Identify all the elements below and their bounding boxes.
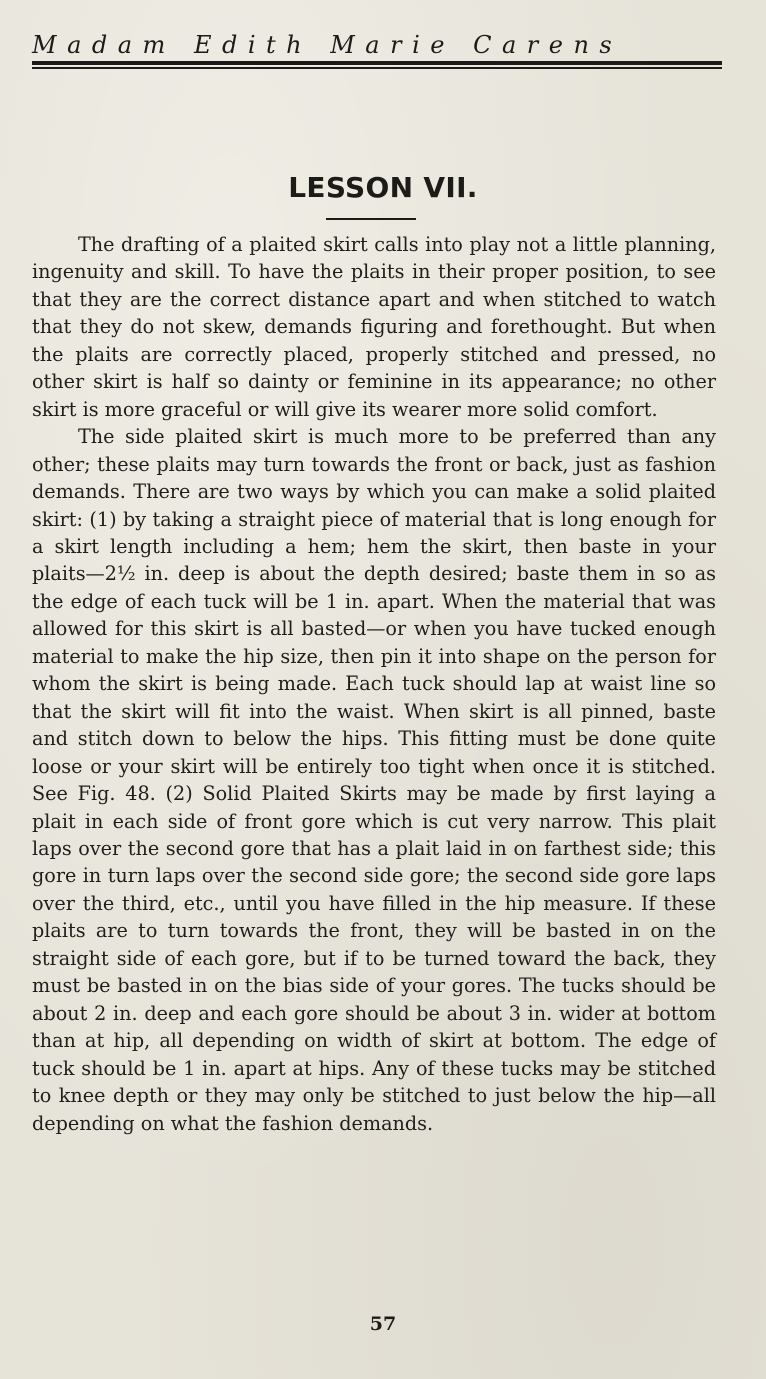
page-number: 57 — [369, 1313, 397, 1335]
running-head: Madam Edith Marie Carens — [32, 31, 623, 59]
lesson-title: LESSON VII. — [288, 171, 478, 204]
paragraph-2: The side plaited skirt is much more to be preferred than any other; these plaits may turn towards the front or back, just as fashion demands. There are two ways by which you can make a solid plaited skirt: (1) by taking a straight piece of material that is long enough for a skirt length including a hem; hem the skirt, then baste in your plaits—2½ in. deep is about the depth desired; baste them in so as the edge of each tuck will be 1 in. apart. When the material that was allowed for this skirt is all basted—or when you have tucked enough material to make the hip size, then pin it into shape on the person for whom the skirt is being made. Each tuck should lap at waist line so that the skirt will fit into the waist. When skirt is all pinned, baste and stitch down to below the hips. This fitting must be done quite loose or your skirt will be entirely too tight when once it is stitched. See Fig. 48. (2) Solid Plaited Skirts may be made by first laying a plait in each side of front gore which is cut very narrow. This plait laps over the second gore that has a plait laid in on farthest side; this gore in turn laps over the second side gore; the second side gore laps over the third, etc., until you have filled in the hip measure. If these plaits are to turn towards the front, they will be basted in on the straight side of each gore, but if to be turned toward the back, they must be basted in on the bias side of your gores. The tucks should be about 2 in. deep and each gore should be about 3 in. wider at bottom than at hip, all depending on width of skirt at bottom. The edge of tuck should be 1 in. apart at hips. Any of these tucks may be stitched to knee depth or they may only be stitched to just below the hip—all depending on what the fashion demands. — [32, 425, 716, 1135]
title-rule — [326, 218, 416, 220]
body-text — [32, 231, 716, 1137]
paragraph-1: The drafting of a plaited skirt calls into play not a little planning, ingenuity and skill. To have the plaits in their proper position, to see that they are the correct distance apart and when stitched to watch that they do not skew, demands figuring and forethought. But when the plaits are correctly placed, properly stitched and pressed, no other skirt is half so dainty or feminine in its appearance; no other skirt is more graceful or will give its wearer more solid comfort. — [32, 233, 716, 421]
header-rule-thin — [32, 67, 722, 69]
header-rule-thick — [32, 61, 722, 65]
